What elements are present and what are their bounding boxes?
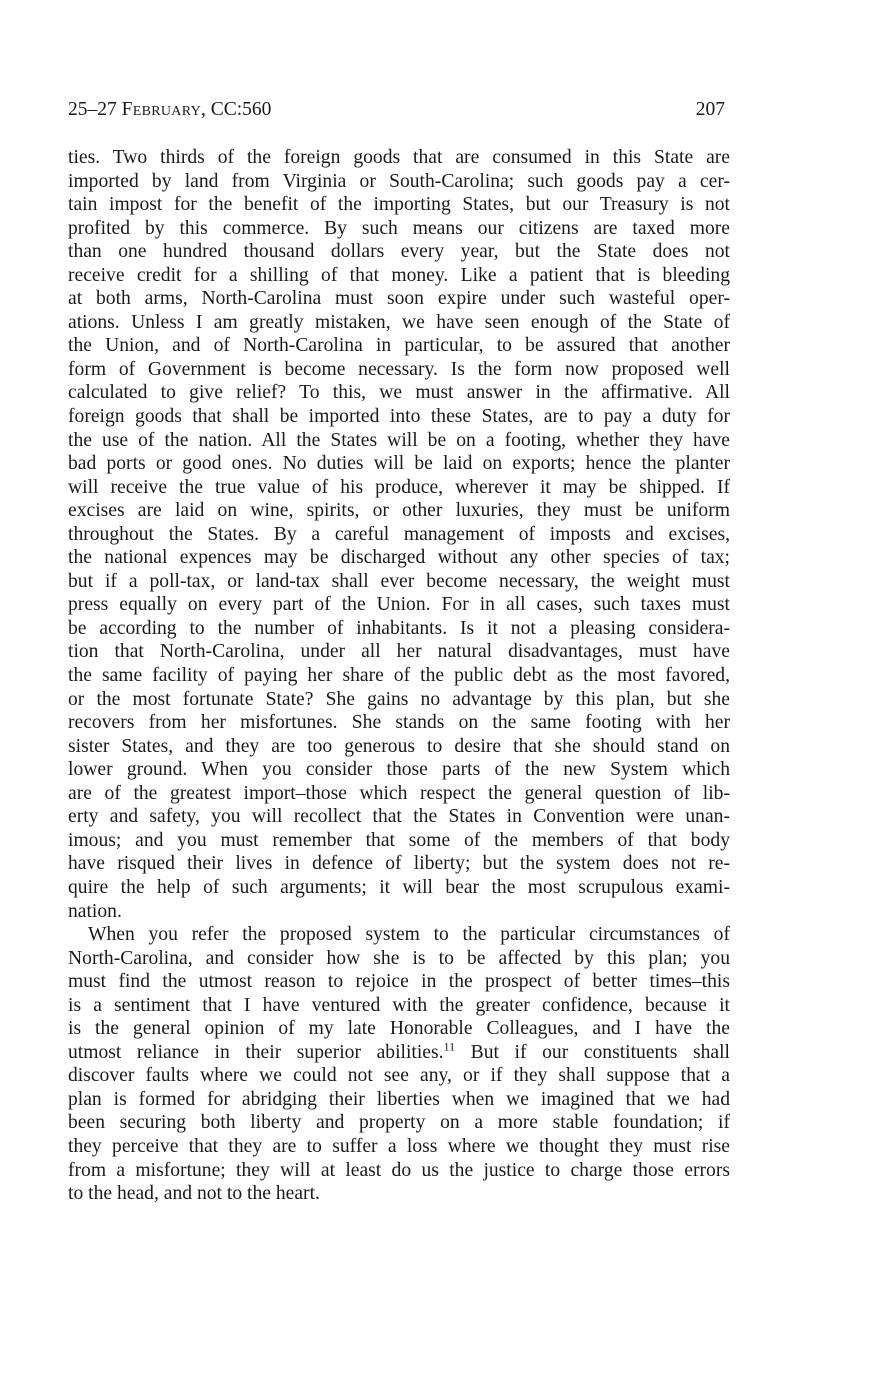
paragraph	[68, 146, 730, 923]
text-line	[68, 217, 730, 241]
line-text: quire the help of such arguments; it will bear the most scrupulous exami-	[68, 876, 730, 898]
text-line	[68, 900, 730, 924]
text-line	[68, 994, 730, 1018]
text-line	[68, 664, 730, 688]
line-text: is a sentiment that I have ventured with the greater confidence, because it	[68, 994, 730, 1016]
line-text: from a misfortune; they will at least do us the justice to charge those errors	[68, 1159, 730, 1181]
running-head-month: February	[121, 99, 201, 120]
text-line	[68, 429, 730, 453]
text-line	[68, 170, 730, 194]
text-line	[68, 570, 730, 594]
text-line	[68, 1135, 730, 1159]
text-line	[68, 381, 730, 405]
line-text: profited by this commerce. By such means our citizens are taxed more	[68, 217, 730, 239]
line-text: press equally on every part of the Union. For in all cases, such taxes must	[68, 594, 730, 616]
running-head-date-prefix: 25–27	[68, 99, 122, 120]
line-text: the same facility of paying her share of the public debt as the most favored,	[68, 665, 730, 687]
text-line	[68, 264, 730, 288]
line-text-continuation: But if our constituents shall	[455, 1041, 730, 1063]
text-line	[68, 1159, 730, 1183]
text-line	[68, 1017, 730, 1041]
text-line	[68, 146, 730, 170]
line-text: ties. Two thirds of the foreign goods that are consumed in this State are	[68, 147, 730, 168]
line-text: the Union, and of North-Carolina in particular, to be assured that another	[68, 335, 730, 357]
line-text: discover faults where we could not see any, or if they shall suppose that a	[68, 1065, 730, 1087]
line-text: nation.	[68, 900, 122, 922]
text-line	[68, 546, 730, 570]
text-line	[68, 593, 730, 617]
text-line	[68, 1111, 730, 1135]
line-text: ations. Unless I am greatly mistaken, we have seen enough of the State of	[68, 311, 730, 333]
line-text: is the general opinion of my late Honorable Colleagues, and I have the	[68, 1018, 730, 1040]
text-line	[68, 852, 730, 876]
line-text: be according to the number of inhabitants. Is it not a pleasing considera-	[68, 617, 730, 639]
text-line	[68, 782, 730, 806]
line-text: are of the greatest import–those which respect the general question of lib-	[68, 782, 730, 804]
line-text: or the most fortunate State? She gains no advantage by this plan, but she	[68, 688, 730, 710]
page-number: 207	[695, 99, 725, 120]
text-line	[68, 499, 730, 523]
line-text: sister States, and they are too generous to desire that she should stand on	[68, 735, 730, 757]
line-text: at both arms, North-Carolina must soon expire under such wasteful oper-	[68, 288, 730, 310]
text-line	[68, 876, 730, 900]
text-line	[68, 358, 730, 382]
text-line	[68, 334, 730, 358]
running-head-document-id: , CC:560	[201, 99, 272, 120]
line-text: excises are laid on wine, spirits, or other luxuries, they must be uniform	[68, 500, 730, 522]
line-text: plan is formed for abridging their liberties when we imagined that we had	[68, 1088, 730, 1110]
text-line	[68, 758, 730, 782]
line-text: North-Carolina, and consider how she is to be affected by this plan; you	[68, 947, 730, 969]
running-head	[68, 97, 725, 123]
text-line	[68, 193, 730, 217]
running-head-left	[68, 97, 271, 123]
line-text: will receive the true value of his produce, wherever it may be shipped. If	[68, 476, 730, 498]
text-line	[68, 688, 730, 712]
text-line	[68, 476, 730, 500]
line-text: have risqued their lives in defence of liberty; but the system does not re-	[68, 853, 730, 875]
line-text: When you refer the proposed system to the particular circumstances of	[88, 924, 730, 946]
line-text: imported by land from Virginia or South-Carolina; such goods pay a cer-	[68, 170, 730, 192]
text-line	[68, 523, 730, 547]
text-line	[68, 805, 730, 829]
text-line	[68, 829, 730, 853]
text-line	[68, 405, 730, 429]
line-text: receive credit for a shilling of that money. Like a patient that is bleeding	[68, 264, 730, 286]
body-text	[68, 146, 730, 1206]
line-text: erty and safety, you will recollect that the States in Convention were unan-	[68, 806, 730, 828]
line-text: the use of the nation. All the States will be on a footing, whether they have	[68, 429, 730, 451]
line-text: throughout the States. By a careful management of imposts and excises,	[68, 523, 730, 545]
line-text: form of Government is become necessary. Is the form now proposed well	[68, 358, 730, 380]
line-text: tain impost for the benefit of the importing States, but our Treasury is not	[68, 194, 730, 216]
text-line	[68, 970, 730, 994]
text-line	[68, 1064, 730, 1088]
line-text: but if a poll-tax, or land-tax shall ever become necessary, the weight must	[68, 570, 730, 592]
line-text: utmost reliance in their superior abilities.	[68, 1041, 444, 1063]
line-text: foreign goods that shall be imported into these States, are to pay a duty for	[68, 406, 730, 428]
text-line	[68, 711, 730, 735]
footnote-reference[interactable]: 11	[443, 1039, 456, 1054]
text-line	[68, 287, 730, 311]
text-line	[68, 1041, 730, 1065]
line-text: than one hundred thousand dollars every year, but the State does not	[68, 241, 730, 263]
line-text: tion that North-Carolina, under all her natural disadvantages, must have	[68, 641, 730, 663]
line-text: imous; and you must remember that some of the members of that body	[68, 829, 730, 851]
paragraph	[68, 923, 730, 1206]
line-text: been securing both liberty and property on a more stable foundation; if	[68, 1112, 730, 1134]
line-text: lower ground. When you consider those parts of the new System which	[68, 759, 730, 781]
line-text: must find the utmost reason to rejoice in the prospect of better times–this	[68, 971, 730, 993]
line-text: the national expences may be discharged without any other species of tax;	[68, 547, 730, 569]
text-line	[68, 735, 730, 759]
text-line	[68, 923, 730, 947]
text-line	[68, 240, 730, 264]
line-text: calculated to give relief? To this, we must answer in the affirmative. All	[68, 382, 730, 404]
text-line	[68, 1088, 730, 1112]
line-text: to the head, and not to the heart.	[68, 1183, 320, 1205]
text-line	[68, 617, 730, 641]
line-text: bad ports or good ones. No duties will be laid on exports; hence the planter	[68, 453, 730, 475]
text-line	[68, 947, 730, 971]
text-line	[68, 640, 730, 664]
line-text: recovers from her misfortunes. She stands on the same footing with her	[68, 712, 730, 734]
text-line	[68, 452, 730, 476]
text-line	[68, 311, 730, 335]
text-line	[68, 1182, 730, 1206]
line-text: they perceive that they are to suffer a loss where we thought they must rise	[68, 1135, 730, 1157]
